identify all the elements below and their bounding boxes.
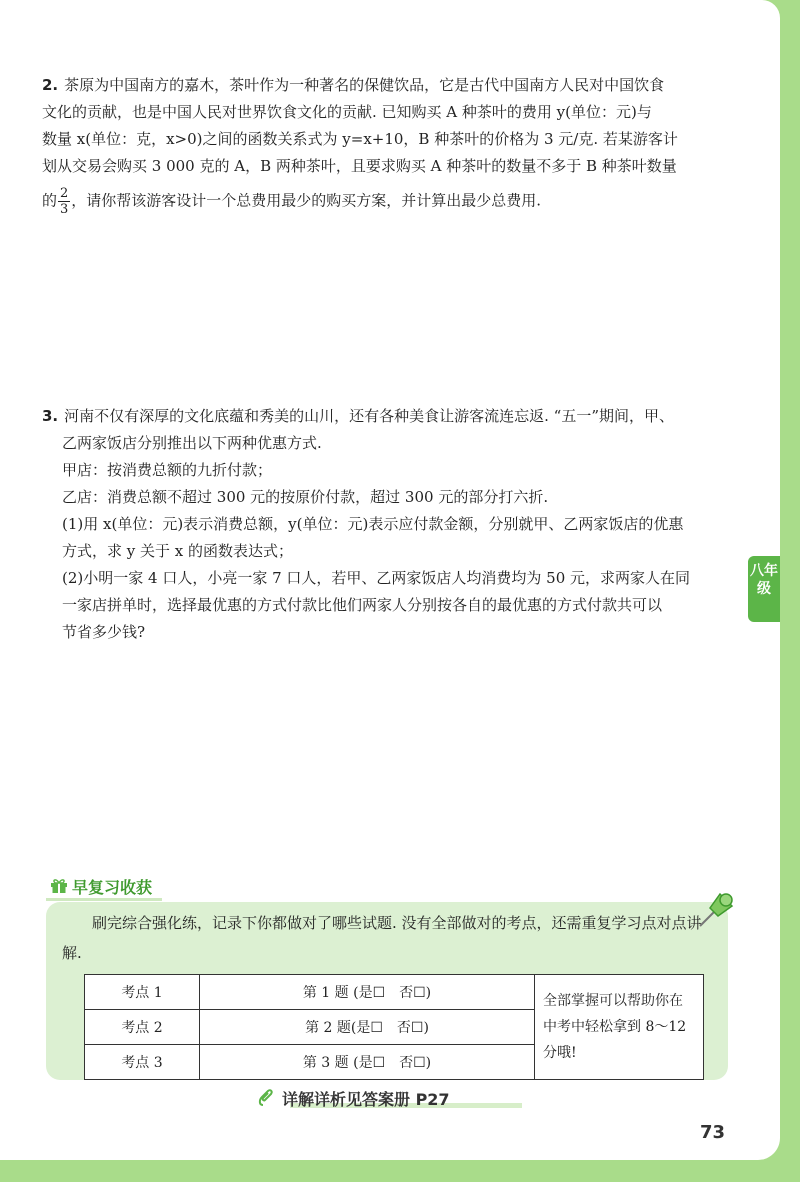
problem-text: ，请你帮该游客设计一个总费用最少的购买方案，并计算出最少总费用. (71, 191, 542, 210)
note-cell: 全部掌握可以帮助你在中考中轻松拿到 8～12 分哦! (535, 975, 704, 1080)
pushpin-icon (696, 888, 738, 930)
review-panel (46, 902, 728, 1080)
problem-number: 3. (42, 407, 59, 425)
problem-text-line: 乙两家饭店分别推出以下两种优惠方式. (62, 434, 322, 452)
point-cell: 考点 1 (85, 975, 200, 1010)
problem-text-line: 甲店：按消费总额的九折付款； (62, 461, 273, 479)
review-instructions: 刷完综合强化练，记录下你都做对了哪些试题. 没有全部做对的考点，还需重复学习点对点讲解. (62, 914, 702, 962)
problem-text-line: 数量 x(单位：克，x>0)之间的函数关系式为 y=x+10，B 种茶叶的价格为 3 元/克. 若某游客计 (42, 130, 678, 148)
page-number: 73 (700, 1122, 726, 1143)
problem-text-line: 文化的贡献，也是中国人民对世界饮食文化的贡献. 已知购买 A 种茶叶的费用 y(单位：元)与 (42, 103, 652, 121)
answer-reference (258, 1086, 450, 1110)
grade-side-tab (748, 556, 780, 622)
gift-icon (50, 878, 68, 894)
point-cell: 考点 2 (85, 1010, 200, 1045)
checklist-table (84, 974, 704, 1080)
side-tab-line: 级 (757, 581, 771, 597)
question-check-cell: 第 3 题 (是☐ 否☐) (200, 1045, 535, 1080)
problem-text-line: (1)用 x(单位：元)表示消费总额，y(单位：元)表示应付款金额，分别就甲、乙两家饭店的优惠 (62, 515, 684, 533)
problem-text-line: 乙店：消费总额不超过 300 元的按原价付款，超过 300 元的部分打六折. (62, 488, 549, 506)
problem-text-line: 划从交易会购买 3 000 克的 A，B 两种茶叶，且要求购买 A 种茶叶的数量不多于 B 种茶叶数量 (42, 157, 677, 175)
paperclip-icon (258, 1089, 274, 1107)
point-cell: 考点 3 (85, 1045, 200, 1080)
problem-text-line: 河南不仅有深厚的文化底蕴和秀美的山川，还有各种美食让游客流连忘返. “五一”期间，甲、 (64, 407, 675, 425)
fraction-numerator: 2 (60, 186, 69, 201)
question-check-cell: 第 2 题(是☐ 否☐) (200, 1010, 535, 1045)
problem-2 (42, 72, 732, 217)
side-tab-line: 八年 (750, 563, 778, 579)
problem-text-line: (2)小明一家 4 口人，小亮一家 7 口人，若甲、乙两家饭店人均消费均为 50 元，求两家人在同 (62, 569, 691, 587)
fraction-denominator: 3 (60, 202, 69, 217)
problem-text-line: 茶原为中国南方的嘉木，茶叶作为一种著名的保健饮品，它是古代中国南方人民对中国饮食 (64, 76, 665, 94)
review-title: 早复习收获 (72, 877, 153, 897)
problem-number: 2. (42, 76, 59, 94)
problem-3 (42, 403, 732, 646)
table-row (85, 975, 704, 1010)
problem-text-line: 方式，求 y 关于 x 的函数表达式； (62, 542, 294, 560)
fraction (58, 186, 70, 217)
problem-text-line: 一家店拼单时，选择最优惠的方式付款比他们两家人分别按各自的最优惠的方式付款共可以 (62, 596, 663, 614)
review-section-title (46, 874, 162, 901)
problem-text: 的 (42, 191, 58, 210)
answer-ref-text: 详解详析见答案册 P27 (282, 1089, 450, 1109)
question-check-cell: 第 1 题 (是☐ 否☐) (200, 975, 535, 1010)
problem-text-line: 节省多少钱? (62, 623, 146, 641)
